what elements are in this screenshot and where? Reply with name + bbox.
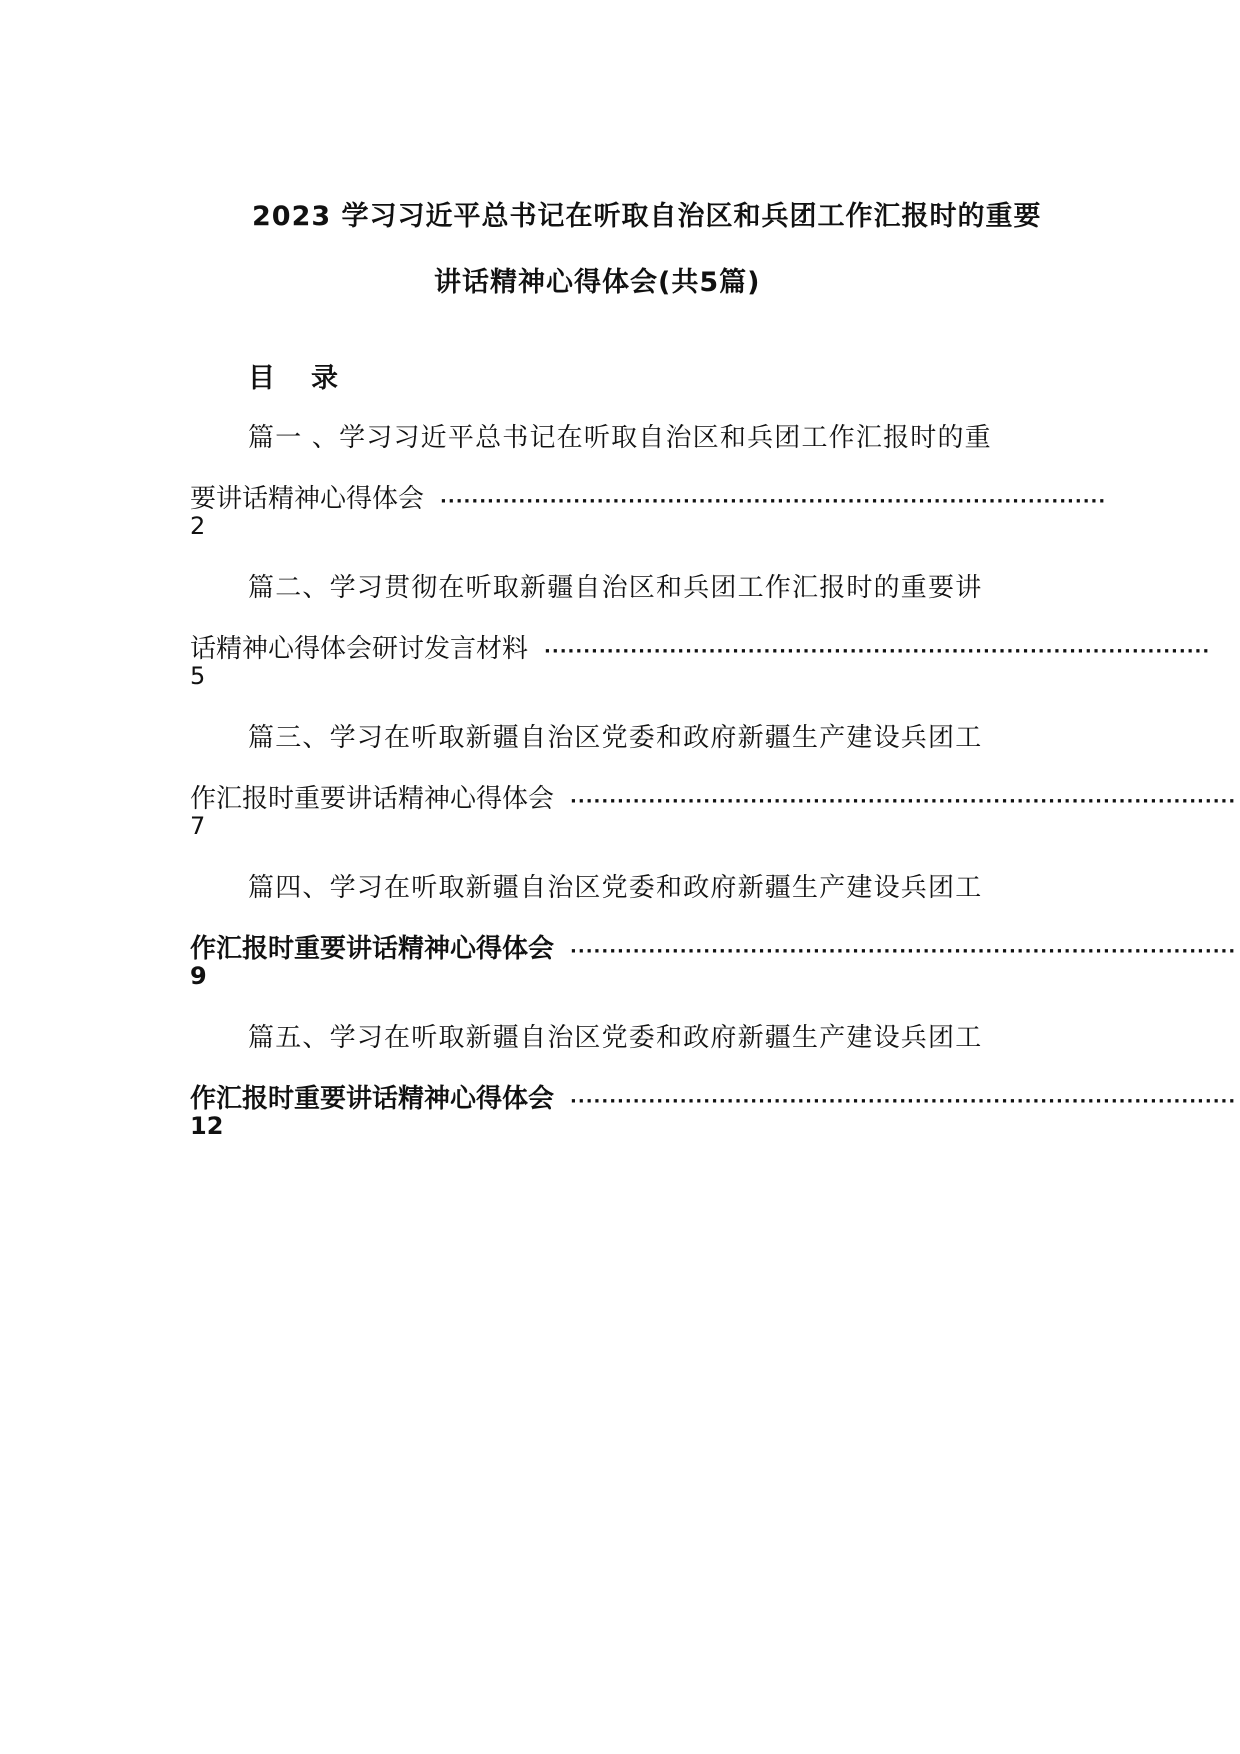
- toc-entry-1-leader: ·····················································································: [440, 491, 1107, 512]
- document-title-line-2: 讲话精神心得体会(共5篇): [434, 267, 761, 298]
- toc-entry-2-page-number: 5: [190, 662, 206, 690]
- toc-entry-3-leader: ·····················································································: [570, 791, 1237, 812]
- toc-entry-5-title-tail: 作汇报时重要讲话精神心得体会: [190, 1084, 555, 1114]
- toc-entry-4-page-number: 9: [190, 962, 207, 990]
- toc-entry-2-line-1[interactable]: 篇二、学习贯彻在听取新疆自治区和兵团工作汇报时的重要讲: [248, 573, 983, 603]
- toc-entry-1-line-2[interactable]: [190, 478, 1107, 515]
- toc-entry-3-title-tail: 作汇报时重要讲话精神心得体会: [190, 784, 555, 814]
- toc-entry-4-line-1[interactable]: 篇四、学习在听取新疆自治区党委和政府新疆生产建设兵团工: [248, 873, 983, 903]
- toc-entry-3-line-1[interactable]: 篇三、学习在听取新疆自治区党委和政府新疆生产建设兵团工: [248, 723, 983, 753]
- toc-entry-2-leader: ·····················································································: [544, 641, 1211, 662]
- toc-entry-1-title-tail: 要讲话精神心得体会: [190, 484, 425, 514]
- toc-entry-3-line-2[interactable]: [190, 778, 1237, 815]
- toc-entry-5-line-1[interactable]: 篇五、学习在听取新疆自治区党委和政府新疆生产建设兵团工: [248, 1023, 983, 1053]
- toc-heading-char-2: 录: [311, 363, 338, 394]
- toc-entry-1-page-number: 2: [190, 512, 206, 540]
- toc-entry-3-page-number: 7: [190, 812, 206, 840]
- document-title-line-1: 2023 学习习近平总书记在听取自治区和兵团工作汇报时的重要: [252, 201, 1042, 232]
- toc-entry-5-page-number: 12: [190, 1112, 224, 1140]
- toc-entry-2-title-tail: 话精神心得体会研讨发言材料: [190, 634, 529, 664]
- toc-entry-4-line-2[interactable]: [190, 928, 1237, 965]
- toc-entry-4-leader: ·····················································································: [570, 941, 1237, 962]
- toc-entry-2-line-2[interactable]: [190, 628, 1211, 665]
- toc-entry-1-line-1[interactable]: 篇一 、学习习近平总书记在听取自治区和兵团工作汇报时的重: [248, 423, 992, 453]
- toc-entry-5-line-2[interactable]: [190, 1078, 1237, 1115]
- toc-heading-char-1: 目: [248, 363, 275, 394]
- toc-entry-5-leader: ·····················································································: [570, 1091, 1237, 1112]
- toc-entry-4-title-tail: 作汇报时重要讲话精神心得体会: [190, 934, 555, 964]
- toc-heading: [248, 356, 338, 395]
